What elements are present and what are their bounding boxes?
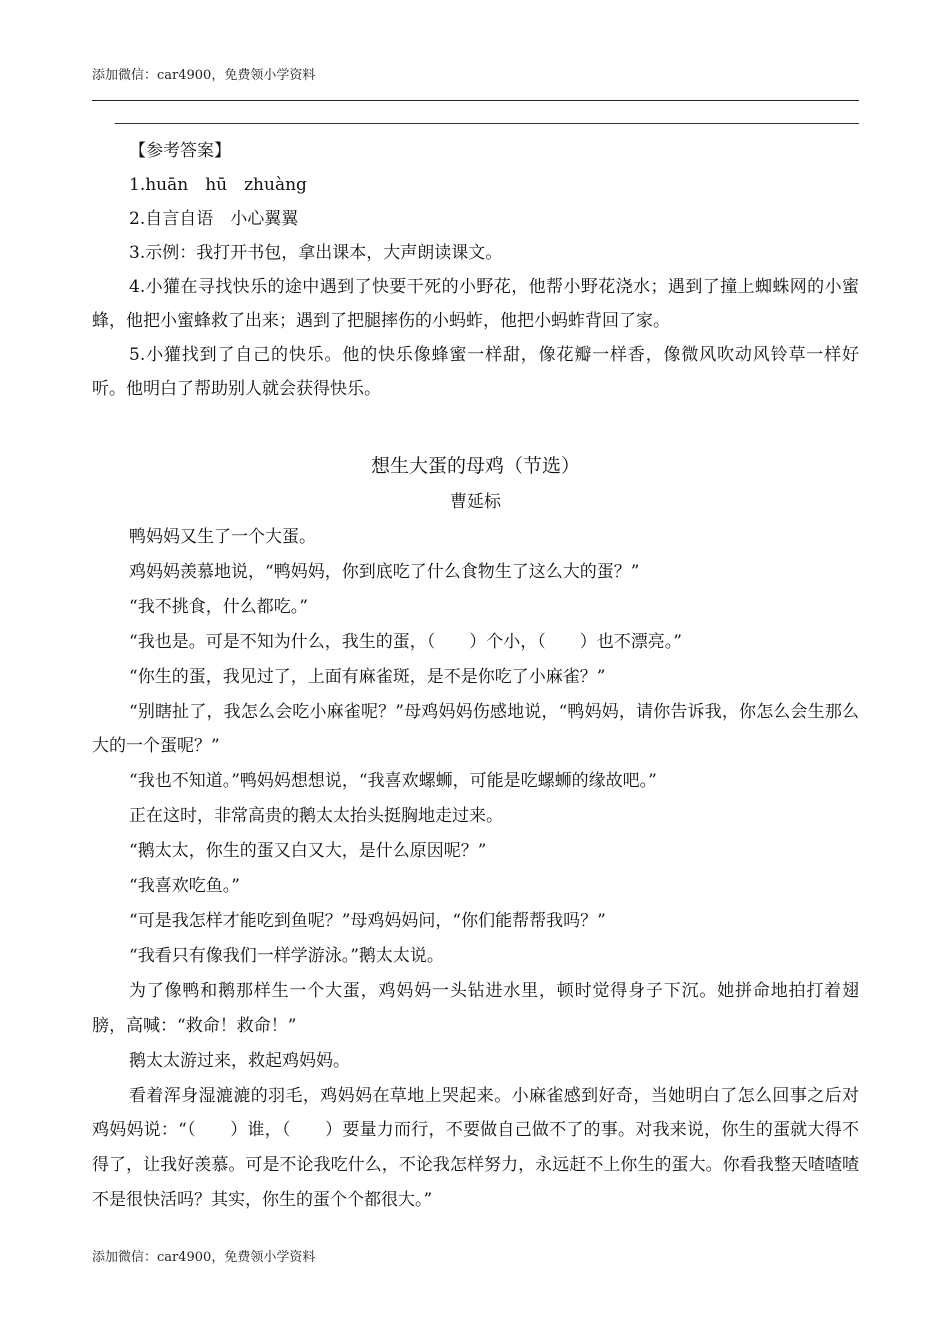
story-paragraph: 鸡妈妈羡慕地说，“鸭妈妈，你到底吃了什么食物生了这么大的蛋？” — [129, 561, 640, 582]
story-paragraph: 鸭妈妈又生了一个大蛋。 — [129, 527, 316, 547]
header-rule — [92, 100, 859, 101]
answer-section — [92, 134, 859, 406]
page-footer: 添加微信：car4900，免费领小学资料 — [92, 1250, 316, 1265]
answer-item-3: 3.示例：我打开书包，拿出课本，大声朗读课文。 — [129, 243, 503, 263]
section-divider — [115, 123, 859, 124]
story-paragraph: “我也是。可是不知为什么，我生的蛋，（ ）个小，（ ）也不漂亮。” — [129, 631, 682, 652]
page-header: 添加微信：car4900，免费领小学资料 — [92, 68, 316, 83]
answer-title: 【参考答案】 — [129, 141, 231, 161]
story-paragraph: “我喜欢吃鱼。” — [129, 876, 240, 897]
story-paragraph: 看着浑身湿漉漉的羽毛，鸡妈妈在草地上哭起来。小麻雀感到好奇，当她明白了怎么回事之后对鸡妈妈说：“（ ）谁，（ ）要量力而行，不要做自己做不了的事。对我来说，你生的蛋就大得不得了，让我好羡慕。可是不论我吃什么，不论我怎样努力，永远赶不上你生的蛋大。你看我整天喳喳喳不是很快活吗？其实，你生的蛋个个都很大。” — [92, 1085, 859, 1211]
answer-item-2: 2.自言自语 小心翼翼 — [129, 209, 299, 229]
story-paragraph: “别瞎扯了，我怎么会吃小麻雀呢？”母鸡妈妈伤感地说，“鸭妈妈，请你告诉我，你怎么会生那么大的一个蛋呢？” — [92, 701, 859, 757]
story-body — [92, 520, 859, 1218]
story-paragraph: “我也不知道。”鸭妈妈想想说，“我喜欢螺蛳，可能是吃螺蛳的缘故吧。” — [129, 771, 657, 792]
story-paragraph: “可是我怎样才能吃到鱼呢？”母鸡妈妈问，“你们能帮帮我吗？” — [129, 910, 606, 931]
story-paragraph: 为了像鸭和鹅那样生一个大蛋，鸡妈妈一头钻进水里，顿时觉得身子下沉。她拼命地拍打着翅膀，高喊：“救命！救命！” — [92, 980, 859, 1036]
story-paragraph: “你生的蛋，我见过了，上面有麻雀斑，是不是你吃了小麻雀？” — [129, 666, 606, 687]
story-paragraph: 鹅太太游过来，救起鸡妈妈。 — [129, 1050, 350, 1071]
story-title: 想生大蛋的母鸡（节选） — [370, 455, 580, 477]
answer-item-5: 5.小獾找到了自己的快乐。他的快乐像蜂蜜一样甜，像花瓣一样香，像微风吹动风铃草一样好听。他明白了帮助别人就会获得快乐。 — [92, 345, 859, 399]
answer-item-1: 1.huān hū zhuàng — [129, 175, 307, 195]
story-paragraph: “我看只有像我们一样学游泳。”鹅太太说。 — [129, 945, 444, 966]
story-paragraph: “我不挑食，什么都吃。” — [129, 596, 308, 617]
story-paragraph: “鹅太太，你生的蛋又白又大，是什么原因呢？” — [129, 841, 487, 862]
story-author: 曹延标 — [450, 492, 501, 512]
story-paragraph: 正在这时，非常高贵的鹅太太抬头挺胸地走过来。 — [129, 806, 503, 827]
answer-item-4: 4.小獾在寻找快乐的途中遇到了快要干死的小野花，他帮小野花浇水；遇到了撞上蜘蛛网的小蜜蜂，他把小蜜蜂救了出来；遇到了把腿摔伤的小蚂蚱，他把小蚂蚱背回了家。 — [92, 277, 859, 331]
